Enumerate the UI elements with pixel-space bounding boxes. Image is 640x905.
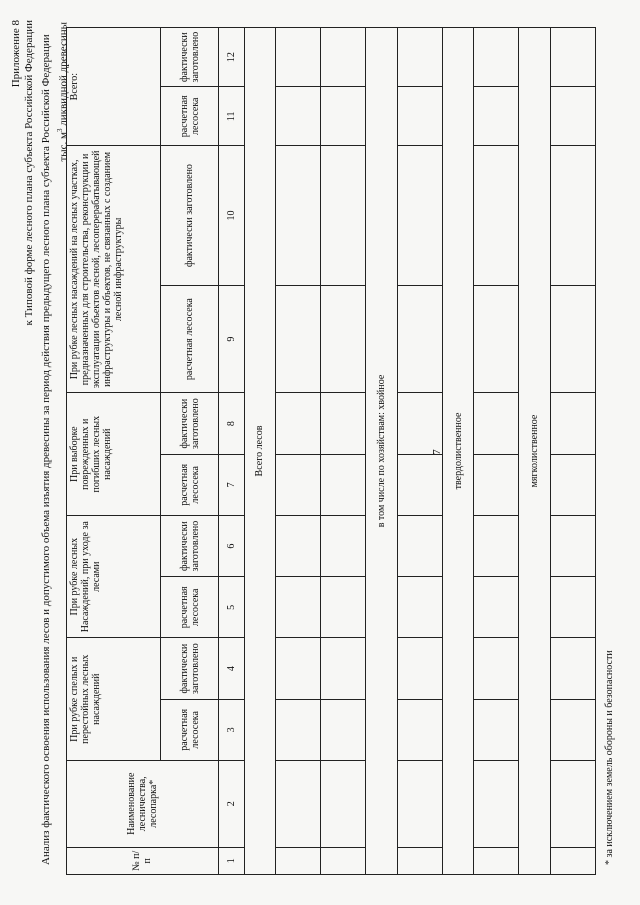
table-row bbox=[397, 28, 442, 875]
header-mature-felling: При рубке спелых и перестойных лесных насаждений bbox=[67, 638, 161, 761]
column-number: 6 bbox=[218, 515, 244, 576]
band-row-coniferous bbox=[366, 28, 397, 875]
footnote: * за исключением земель обороны и безопасности bbox=[604, 650, 615, 865]
sub-planned: расчетная лесосека bbox=[161, 87, 218, 146]
table-row bbox=[321, 28, 366, 875]
band-row-all-forests bbox=[244, 28, 275, 875]
sub-actual: фактически заготовлено bbox=[161, 146, 218, 285]
column-number: 1 bbox=[218, 847, 244, 874]
band-label: мягколиственное bbox=[519, 28, 550, 875]
units-label: тыс. $м^3$ ликвидной древесины bbox=[56, 22, 70, 162]
column-number: 2 bbox=[218, 760, 244, 847]
table-row bbox=[474, 28, 519, 875]
header-forestry-name: Наименование лесничества, лесопарка* bbox=[67, 760, 219, 847]
column-number: 4 bbox=[218, 638, 244, 699]
column-number: 5 bbox=[218, 577, 244, 638]
band-label: в том числе по хозяйствам: хвойное bbox=[366, 28, 397, 875]
appendix-label: Приложение 8 bbox=[10, 20, 22, 88]
header-care-felling: При рубке лесных Насаждений, при уходе за лесами bbox=[67, 515, 161, 638]
column-number: 8 bbox=[218, 393, 244, 454]
band-label: Всего лесов bbox=[244, 28, 275, 875]
header-damaged-felling: При выборке поврежденных и погибших лесных насаждений bbox=[67, 393, 161, 516]
sub-actual: фактически заготовлено bbox=[161, 28, 218, 87]
table-row bbox=[276, 28, 321, 875]
band-label: твердолиственное bbox=[442, 28, 473, 875]
forest-use-table bbox=[66, 27, 596, 875]
band-row-softwood bbox=[519, 28, 550, 875]
sub-actual: фактически заготовлено bbox=[161, 515, 218, 576]
sub-actual: фактически заготовлено bbox=[161, 638, 218, 699]
appendix-header bbox=[10, 20, 36, 325]
sub-planned: расчетная лесосека bbox=[161, 454, 218, 515]
column-number: 11 bbox=[218, 87, 244, 146]
column-number: 3 bbox=[218, 699, 244, 760]
sub-planned: расчетная лесосека bbox=[161, 577, 218, 638]
sub-actual: фактически заготовлено bbox=[161, 393, 218, 454]
page-number: 7 bbox=[431, 449, 443, 455]
column-number: 10 bbox=[218, 146, 244, 285]
column-number: 12 bbox=[218, 28, 244, 87]
table-row bbox=[550, 28, 595, 875]
column-number: 9 bbox=[218, 285, 244, 393]
band-row-hardwood bbox=[442, 28, 473, 875]
header-total: Всего: bbox=[67, 28, 161, 146]
sub-planned: расчетная лесосека bbox=[161, 699, 218, 760]
sub-planned: расчетная лесосека bbox=[161, 285, 218, 393]
document-title: Анализ фактического освоения использования лесов и допустимого объема изъятия древесины за период действия предыдущего лесного плана субъекта Российской Федерации bbox=[40, 34, 52, 865]
appendix-reference: к Типовой форме лесного плана субъекта Российской Федерации bbox=[23, 20, 35, 326]
header-infrastructure-felling: При рубке лесных насаждений на лесных участках, предназначенных для строительства, реконструкции и эксплуатации объектов лесной, лесоперерабатывающей инфраструктуры и объектов, не связанных с созданием лесной инфраструктуры bbox=[67, 146, 161, 393]
header-row-number: № п/п bbox=[67, 847, 219, 874]
column-number: 7 bbox=[218, 454, 244, 515]
